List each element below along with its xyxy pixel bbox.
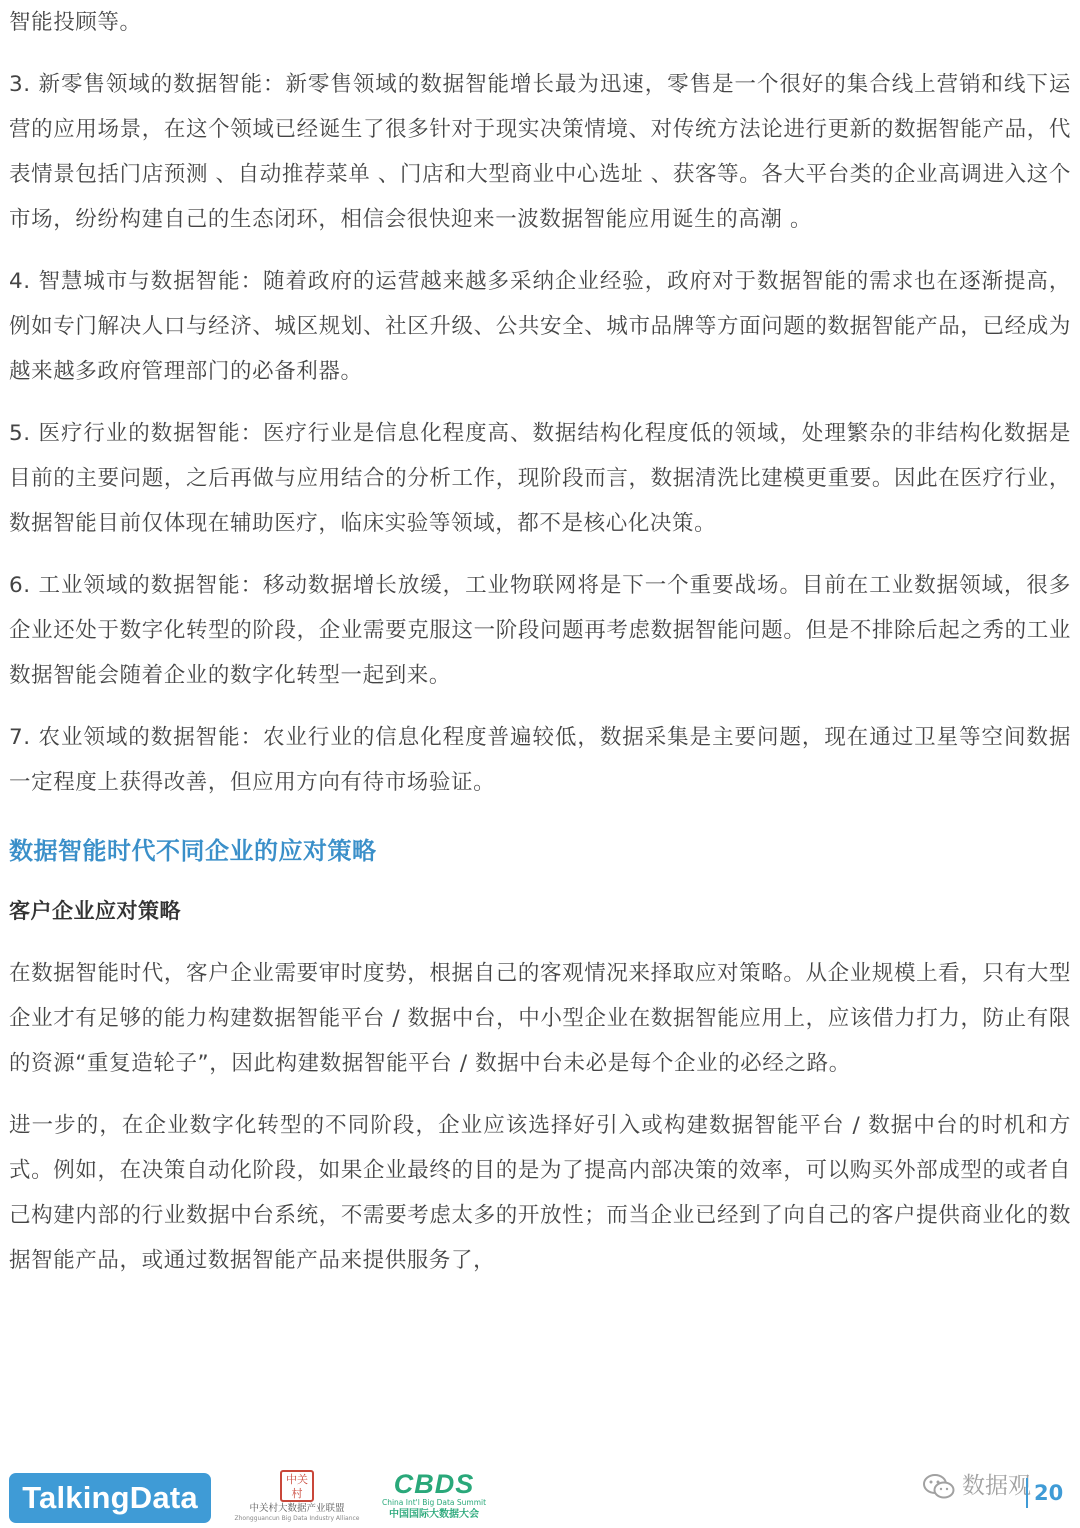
zgc-seal-icon: 中关村 bbox=[280, 1470, 314, 1502]
paragraph-client-strategy: 在数据智能时代，客户企业需要审时度势，根据自己的客观情况来择取应对策略。从企业规模上看，只有大型企业才有足够的能力构建数据智能平台 / 数据中台，中小型企业在数据智能应用上，应该借力打力，防止有限的资源“重复造轮子”，因此构建数据智能平台 / 数据中台未必是每个企业的必经之路。 bbox=[9, 961, 1071, 1076]
paragraph-healthcare: 5. 医疗行业的数据智能：医疗行业是信息化程度高、数据结构化程度低的领域，处理繁杂的非结构化数据是目前的主要问题，之后再做与应用结合的分析工作，现阶段而言，数据清洗比建模更重要。因此在医疗行业，数据智能目前仅体现在辅助医疗，临床实验等领域，都不是核心化决策。 bbox=[9, 421, 1071, 536]
watermark-text: 数据观 bbox=[962, 1473, 1031, 1499]
page-footer bbox=[0, 1462, 1080, 1528]
cbds-mark: CBDS bbox=[393, 1469, 475, 1499]
paragraph-new-retail: 3. 新零售领域的数据智能：新零售领域的数据智能增长最为迅速，零售是一个很好的集合线上营销和线下运营的应用场景，在这个领域已经诞生了很多针对于现实决策情境、对传统方法论进行更新的数据智能产品，代表情景包括门店预测 、自动推荐菜单 、门店和大型商业中心选址 、获客等。各大平台类的企业高调进入这个市场，纷纷构建自己的生态闭环，相信会很快迎来一波数据智能应用诞生的高潮 。 bbox=[9, 72, 1071, 232]
paragraph-agriculture: 7. 农业领域的数据智能：农业行业的信息化程度普遍较低，数据采集是主要问题，现在通过卫星等空间数据一定程度上获得改善，但应用方向有待市场验证。 bbox=[9, 725, 1071, 795]
paragraph-further-strategy: 进一步的，在企业数字化转型的不同阶段，企业应该选择好引入或构建数据智能平台 / 数据中台的时机和方式。例如，在决策自动化阶段，如果企业最终的目的是为了提高内部决策的效率，可以购买外部成型的或者自己构建内部的行业数据中台系统，不需要考虑太多的开放性；而当企业已经到了向自己的客户提供商业化的数据智能产品，或通过数据智能产品来提供服务了， bbox=[9, 1113, 1071, 1273]
paragraph-smart-city: 4. 智慧城市与数据智能：随着政府的运营越来越多采纳企业经验，政府对于数据智能的需求也在逐渐提高，例如专门解决人口与经济、城区规划、社区升级、公共安全、城市品牌等方面问题的数据智能产品，已经成为越来越多政府管理部门的必备利器。 bbox=[9, 269, 1071, 384]
paragraph-continuation: 智能投顾等。 bbox=[9, 10, 142, 35]
cbds-name-en: China Int'l Big Data Summit bbox=[381, 1498, 487, 1507]
zgc-alliance-logo bbox=[232, 1470, 362, 1528]
section-heading: 数据智能时代不同企业的应对策略 bbox=[9, 837, 377, 865]
cbds-name-cn: 中国国际大数据大会 bbox=[389, 1509, 479, 1520]
wechat-icon bbox=[922, 1473, 956, 1501]
zgc-name-cn: 中关村大数据产业联盟 bbox=[249, 1503, 345, 1514]
zgc-name-en: Zhongguancun Big Data Industry Alliance bbox=[234, 1515, 360, 1522]
document-body bbox=[9, 0, 1071, 1283]
cbds-logo bbox=[378, 1470, 490, 1528]
page-number: 20 bbox=[1026, 1478, 1063, 1508]
source-watermark bbox=[922, 1466, 1031, 1506]
paragraph-industry: 6. 工业领域的数据智能：移动数据增长放缓，工业物联网将是下一个重要战场。目前在工业数据领域，很多企业还处于数字化转型的阶段，企业需要克服这一阶段问题再考虑数据智能问题。但是不排除后起之秀的工业数据智能会随着企业的数字化转型一起到来。 bbox=[9, 573, 1071, 688]
talkingdata-logo: TalkingData bbox=[9, 1473, 211, 1523]
subsection-heading: 客户企业应对策略 bbox=[9, 899, 181, 923]
